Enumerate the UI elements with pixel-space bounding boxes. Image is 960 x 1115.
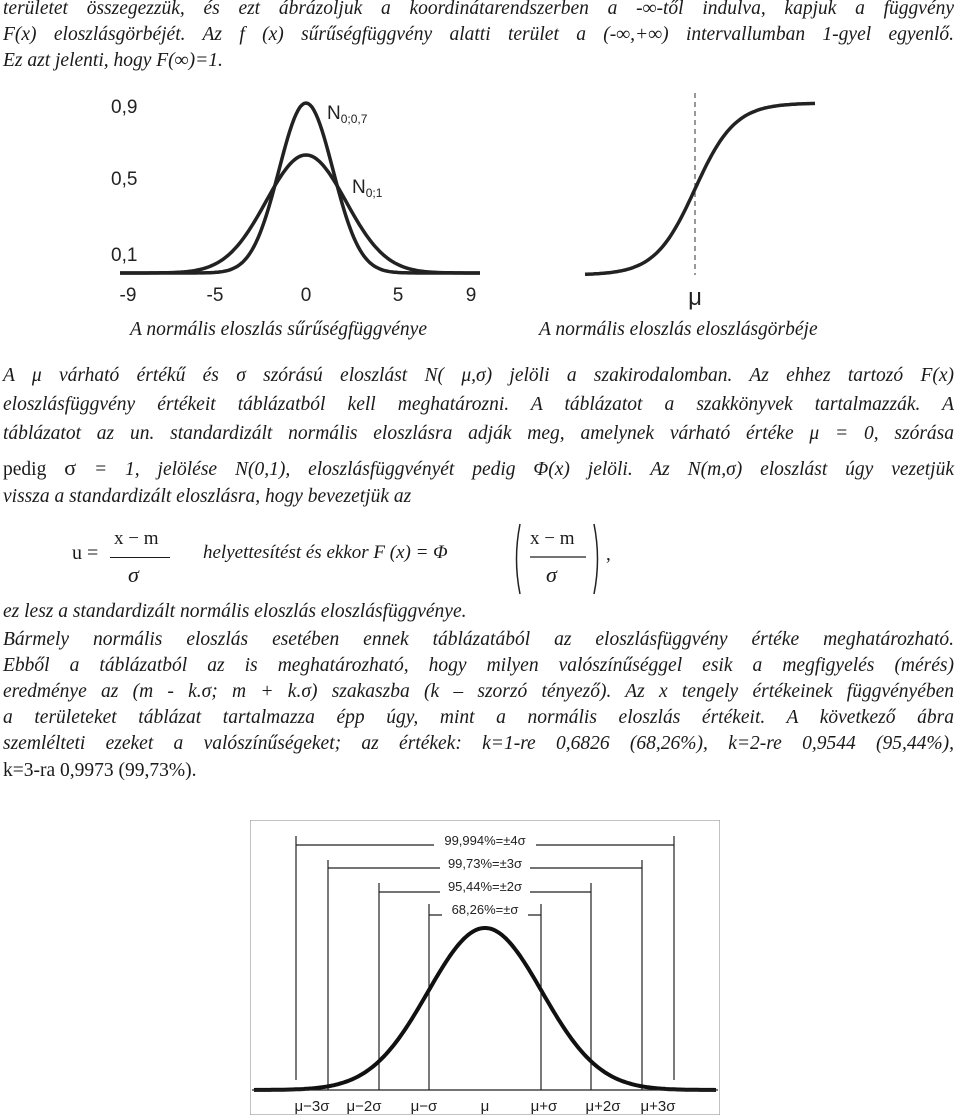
bottom-paragraph-line-7: k=3-ra 0,9973 (99,73%). [3, 760, 197, 781]
cdf-mu-label: μ [688, 284, 702, 310]
cdf-curve [585, 103, 815, 274]
x-label-mu-plus-sigma: μ+σ [530, 1098, 558, 1115]
formula-numerator: x − m [114, 528, 159, 549]
x-tick-0: 0 [300, 285, 312, 306]
x-label-mu-minus-2sigma: μ−2σ [346, 1098, 382, 1115]
formula-denominator: σ [128, 562, 139, 587]
density-caption: A normális eloszlás sűrűségfüggvénye [130, 319, 427, 340]
cdf-caption: A normális eloszlás eloszlásgörbéje [539, 319, 818, 340]
bracket-label-3sigma: 99,73%=±3σ [447, 856, 523, 871]
bottom-paragraph-line-5: a területeket táblázat tartalmazza épp úgy, mint a normális eloszlás értékeit. A következő ábra [3, 707, 954, 728]
x-label-mu: μ [480, 1098, 490, 1115]
x-label-mu-minus-3sigma: μ−3σ [294, 1098, 330, 1115]
cdf-figure [575, 85, 845, 310]
y-tick-0-9: 0,9 [111, 97, 138, 118]
formula-fraction-line [110, 557, 170, 558]
x-tick-minus-9: -9 [119, 285, 137, 306]
curve-label-wide: $N_{0;1}$ [352, 177, 383, 200]
bottom-paragraph-line-1: ez lesz a standardizált normális eloszlás eloszlásfüggvénye. [3, 601, 467, 622]
x-label-mu-plus-2sigma: μ+2σ [585, 1098, 621, 1115]
top-paragraph-line-1: területet összegezzük, és ezt ábrázoljuk a koordinátarendszerben a -∞-től indulva, kapjuk a függvény [3, 0, 954, 19]
x-label-mu-plus-3sigma: μ+3σ [640, 1098, 676, 1115]
bottom-paragraph-line-4: eredménye az (m - k.σ; m + k.σ) szakaszba (k – szorzó tényező). Az x tengely értékeinek függvényében [3, 681, 954, 702]
x-label-mu-minus-sigma: μ−σ [410, 1098, 438, 1115]
formula-lhs: u = [72, 542, 99, 564]
y-tick-0-5: 0,5 [111, 169, 138, 190]
bracket-label-2sigma: 95,44%=±2σ [447, 879, 523, 894]
density-figure [100, 85, 500, 310]
x-tick-9: 9 [465, 285, 477, 306]
middle-paragraph-line-3: táblázatot az un. standardizált normális eloszlásra adják meg, amelynek várható értéke μ = 0, szórása [3, 423, 954, 444]
formula-phi-numerator: x − m [530, 528, 575, 549]
x-tick-5: 5 [392, 285, 404, 306]
middle-paragraph-line-1: A μ várható értékű és σ szórású eloszlást N( μ,σ) jelöli a szakirodalomban. Az ehhez tartozó F(x) [3, 365, 954, 386]
bracket-label-4sigma: 99,994%=±4σ [444, 833, 526, 848]
bracket-label-1sigma: 68,26%=±σ [451, 902, 519, 917]
middle-paragraph-line-5: vissza a standardizált eloszlásra, hogy bevezetjük az [3, 486, 412, 507]
density-curve-wide [120, 155, 480, 273]
middle-paragraph-line-2: eloszlásfüggvény értékeit táblázatból kell meghatározni. A táblázatot a szakkönyvek tartalmazzák. A [3, 394, 954, 415]
bottom-paragraph-line-3: Ebből a táblázatból az is meghatározható, hogy milyen valószínűséggel esik a megfigyelés (mérés) [3, 655, 954, 676]
y-tick-0-1: 0,1 [111, 245, 138, 266]
formula-phi-denominator: σ [546, 562, 557, 587]
curve-label-narrow: $N_{0;0,7}$ [327, 103, 368, 126]
x-tick-minus-5: -5 [206, 285, 224, 306]
top-paragraph-line-3: Ez azt jelenti, hogy F(∞)=1. [3, 50, 223, 71]
formula-comma: , [606, 544, 611, 565]
bottom-paragraph-line-6: szemlélteti ezeket a valószínűségeket; az értékek: k=1-re 0,6826 (68,26%), k=2-re 0,9544 (95,44%), [3, 733, 954, 754]
middle-paragraph-line-4: pedig σ = 1, jelölése N(0,1), eloszlásfüggvényét pedig Φ(x) jelöli. Az N(m,σ) eloszlást úgy vezetjük [3, 455, 954, 480]
density-curve-narrow [120, 103, 480, 273]
top-paragraph-line-2: F(x) eloszlásgörbéjét. Az f (x) sűrűségfüggvény alatti terület a (-∞,+∞) intervallumban 1-gyel egyenlő. [3, 24, 954, 45]
sigma-figure [250, 820, 720, 1115]
bottom-paragraph-line-2: Bármely normális eloszlás esetében ennek táblázatából az eloszlásfüggvény értéke meghatározható. [3, 629, 954, 650]
formula-middle-text: helyettesítést és ekkor F (x) = Φ [203, 542, 448, 563]
